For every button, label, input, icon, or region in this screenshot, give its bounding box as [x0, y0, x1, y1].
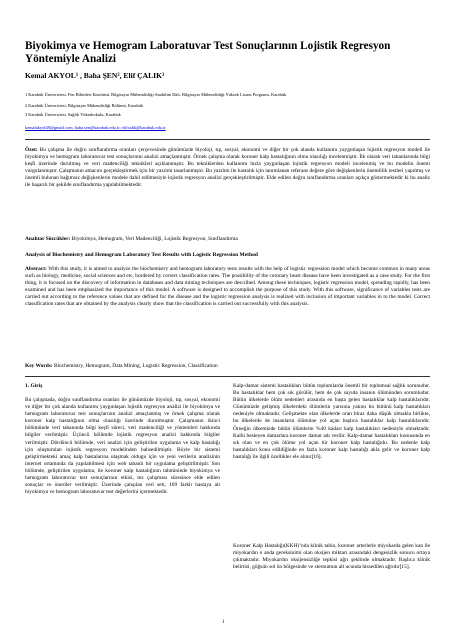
key-words [25, 363, 430, 370]
abstract-text: With this study, it is aimed to analyze the biochemistry and hemogram laboratory tests results with the help of logistic regression model which become common in many areas such as biology, medicine, social sciences and etc, bordered by correct classification rates. The possibility of the coronary heart disease have been investigated as a case study. For the first thing, it is focused on the discovery of information in databases and data mining techniques are described. Among these techniques, logistic regression model, spreading rapidly, has been examined and has been emphasized the importance of this model. A software is designed to accomplish the purpose of this study. With this software, significance of variables tests are carried out according to the reference values that are defined for the disease and the logistic regression analysis is realized with inclusion of important variables in to the model. Correct classification rates that are obtained by the analysis clearly show that the classification is carried out successfully with this analysis. [25, 266, 430, 308]
affiliation-1: 1 Karabük Üniversitesi, Fen Bilimleri Enstitüsü, Bilgisayar Mühendisliği Anabilim Dalı, Bilgisayar Mühendisliği Yüksek Lisans Programı, Karabük [25, 92, 287, 97]
ozet-text: Bu çalışma ile doğru sınıflandırma oranları çerçevesinde günümüzde biyoloji, tıp, sosyal, ekonomi ve diğer bir çok alanda kullanımı yaygınlaşan lojistik regresyon modeli ile biyokimya ve hemogram laboratuvar test sonuçlarının analizi amaçlanmıştır. Örnek çalışma olarak koroner kalp hastalığının olma olasılığı incelenmiştir. İlk olarak veri tabanlarında bilgi keşfi üzerinde durulmuş ve veri madenciliği teknikleri açıklanmıştır. Bu tekniklerden kullanımı hızla yaygınlaşan lojistik regresyon modeli incelenmiş ve bu modelin önemi vurgulanmıştır. Çalışmanın amacını gerçekleştirmek için bir yazılım tasarlanmıştır. Bu yazılım ile hastalık için tanımlanan referans değere göre değişkenlerin önemlilik testleri yapılmış ve önemli bulunan bağımsız değişkenlerin modele dahil edilmesiyle lojistik regresyon analizi gerçekleştirilmiştir. Elde edilen doğru sınıflandırma oranları açıkça göstermektedir ki bu analiz ile başarılı bir şekilde sınıflandırma yapılabilmektedir. [25, 147, 430, 189]
author-list: Kemal AKYOL¹ , Baha ŞEN², Elif ÇALIK³ [25, 71, 165, 80]
paper-title: Biyokimya ve Hemogram Laboratuvar Test Sonuçlarının Lojistik Regresyon Yöntemiyle Analizi [25, 40, 391, 65]
divider [25, 376, 430, 377]
abstract-label: Abstract: [25, 266, 47, 272]
anahtar-text: Biyokimya, Hemogram, Veri Madenciliği, Lojistik Regresyon, Sınıflandırma [71, 236, 238, 242]
page-number: 1 [222, 620, 225, 625]
left-column-paragraph: Bu çalışmada, doğru sınıflandırma oranları ile günümüzde biyoloji, tıp, sosyal, ekonomi ve diğer bir çok alanda kullanımı yaygınlaşan lojistik regresyon analizi ile biyokimya ve hemogram laboratuvar test sonuçlarının analizi amaçlanmış ve örnek çalışma olarak koroner kalp hastalığının olma olasılığı üzerinde durulmuştur. Çalışmanın ikinci bölümünde veri tabanında bilgi keşfi süreci, veri madenciliği ve yöntemleri hakkında bilgiler verilmiştir. Üçüncü bölümde lojistik regresyon analizi hakkında bilgiler verilmiştir. Dördüncü bölümde, veri analizi için geliştirilen uygulama ve kalp hastalığı için oluşturulan lojistik regresyon modelinden bahsedilmiştir. Böyle bir sistemi geliştirmekteki amaç kalp hastalarına ulaşmak oldugu için ve yeni verilerin analizinin internet ortamında da yapılabilmesi için web tabanlı bir uygulama geliştirilmiştir. Son bölümde, geliştirilen uygulama, ile koroner kalp hastalığının tahmininde biyokimya ve hemogram laboratuvar test sonuçlarının etkisi, tez çalışması süresince elde edilen sonuçlar ve öneriler verilmiştir. Üzerinde çalışılan veri seti, 169 farklı hastaya ait biyokimya ve hemogram laboratuvar test değerlerini içermektedir. [25, 397, 220, 496]
author-emails[interactable]: kemalakyol48@gmail.com; baha.sen@karabuk.edu.tr; elifcalik@karabuk.edu.tr [25, 125, 166, 130]
english-title: Analysis of Biochemistry and Hemogram Laboratory Test Results with Logistic Regression Method [25, 252, 258, 258]
anahtar-label: Anahtar Sözcükler: [25, 236, 71, 242]
ozet-paragraph [25, 147, 430, 190]
ozet-label: Özet: [25, 147, 38, 153]
affiliation-2: 2 Karabük Üniversitesi, Bilgisayar Mühendisliği Bölümü, Karabük [25, 103, 144, 108]
right-column-paragraph-1: Kalp-damar sistemi hastalıkları bütün toplumlarda önemli bir toplumsal sağlık sorunudur. Bu hastalıklar hem çok sık görülür, hem de çok sayıda insanın ölümünden sorumludur. Bütün ülkelerde ölüm nedenleri arasında en başta gelen hastalıklar kalp hastalıklarıdır. Günümüzde gelişmiş ülkelerdeki ölümlerin yarısına yakını bu bütünü kalp hastalıkları nedeniyle olmaktadır. Gelişmekte olan ülkelerde oran biraz daha düşük olmakla birlikte, bu ülkelerde de insanların ölümüne yol açan başlıca hastalıklar kalp hastalıklarıdır. Örneğin ülkemizde bütün ölümlerin %40 kadarı kalp hastalıkları nedeniyle olmaktadır. Kalbi besleyen damarlara koroner damar adı verilir. Kalp-damar hastalıkları konusunda en sık olan ve en çok ölüme yol açan tür koroner kalp hastalığıdır. Bu nedenle kalp hastalıkları konu edildiğinde en fazla koroner kalp hastalığı akla gelir ve koroner kalp hastalığı ile ilgili özellikler ele alınır[16]. [233, 383, 430, 460]
keywords-label: Key Words: [25, 363, 53, 369]
section-heading-giris: 1. Giriş [25, 383, 43, 389]
anahtar-sozcukler [25, 236, 430, 243]
divider [25, 139, 430, 140]
keywords-text: Biochemistry, Hemogram, Data Mining, Logistic Regression, Classification [53, 363, 218, 369]
abstract-paragraph [25, 266, 430, 309]
right-column-paragraph-2: Koroner Kalp Hastalığı(KKH)’nda klinik tablo, koroner arterlerle miyokarda gelen kan ile miyokardın o anda gereksinimi olan oksijen miktarı arasındaki dengesizlik sonucu ortaya çıkmaktadır. Miyokardın oksijensizliğe tepkisi ağrı şeklinde olmaktadır. Başlıca klinik belirtisi, göğsün sol ön bölgesinde ve sternumun alt ucunda hissedilen ağrıdır[15]. [233, 543, 430, 571]
affiliation-3: 3 Karabük Üniversitesi, Sağlık Yüksekokulu, Karabük [25, 112, 121, 117]
